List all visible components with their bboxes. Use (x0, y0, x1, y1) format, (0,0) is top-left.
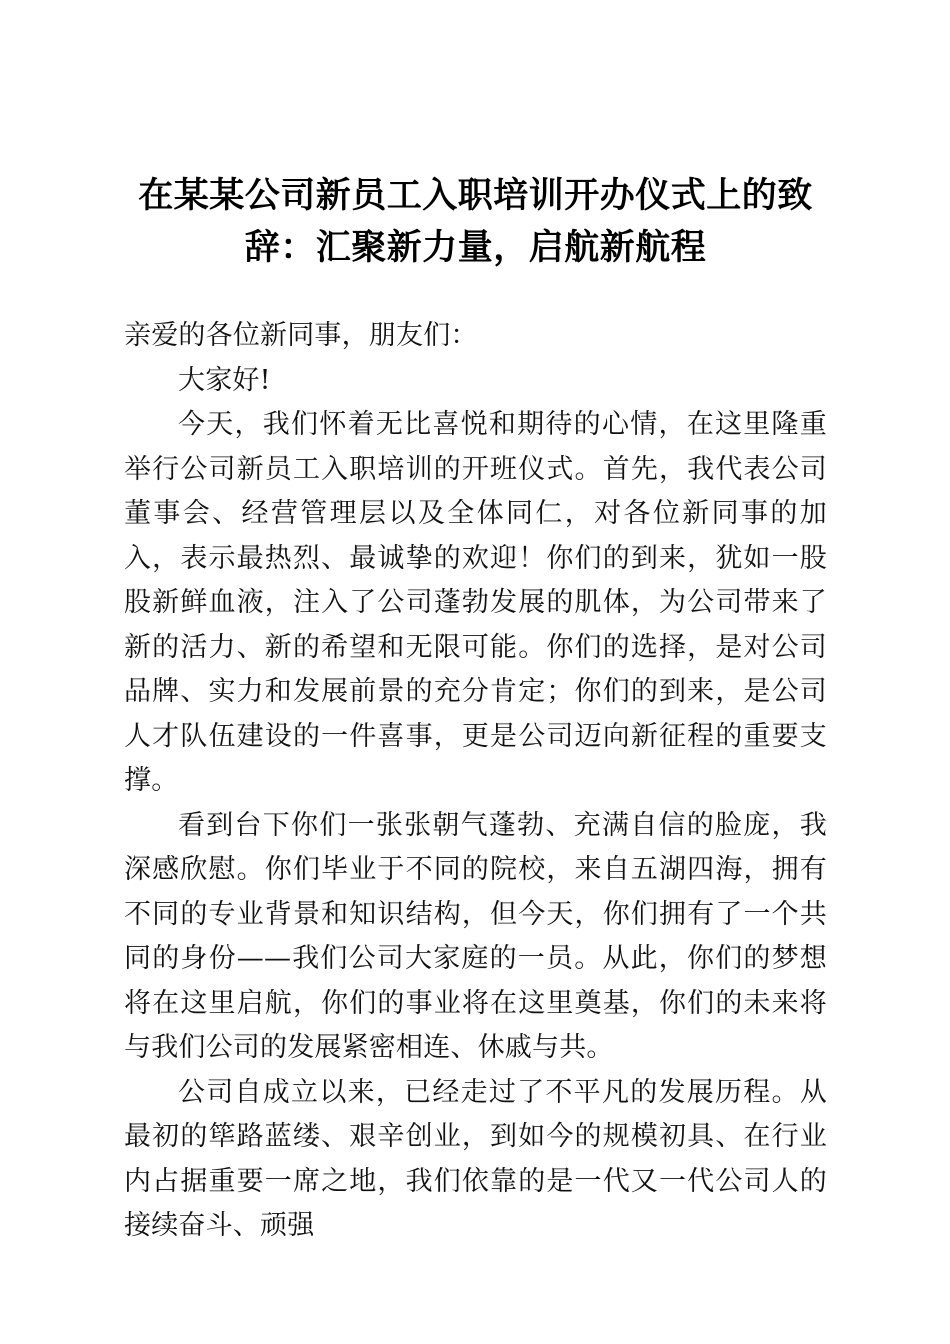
greeting-line: 大家好! (178, 364, 271, 396)
paragraph-3: 公司自成立以来，已经走过了不平凡的发展历程。从最初的筚路蓝缕、艰辛创业，到如今的规模初具、在行业内占据重要一席之地，我们依靠的是一代又一代公司人的接续奋斗、顽强 (124, 1076, 827, 1241)
paragraph-1: 今天，我们怀着无比喜悦和期待的心情，在这里隆重举行公司新员工入职培训的开班仪式。首先，我代表公司董事会、经营管理层以及全体同仁，对各位新同事的加入，表示最热烈、最诚挚的欢迎！你们的到来，犹如一股股新鲜血液，注入了公司蓬勃发展的肌体，为公司带来了新的活力、新的希望和无限可能。你们的选择，是对公司品牌、实力和发展前景的充分肯定；你们的到来，是公司人才队伍建设的一件喜事，更是公司迈向新征程的重要支撑。 (124, 409, 827, 796)
salutation-line: 亲爱的各位新同事，朋友们： (124, 320, 478, 351)
paragraph-2: 看到台下你们一张张朝气蓬勃、充满自信的脸庞，我深感欣慰。你们毕业于不同的院校，来自五湖四海，拥有不同的专业背景和知识结构，但今天，你们拥有了一个共同的身份——我们公司大家庭的一员。从此，你们的梦想将在这里启航，你们的事业将在这里奠基，你们的未来将与我们公司的发展紧密相连、休戚与共。 (124, 809, 827, 1063)
document-body (124, 314, 827, 1249)
document-content (124, 0, 827, 1249)
page-title: 在某某公司新员工入职培训开办仪式上的致辞：汇聚新力量，启航新航程 (138, 176, 813, 267)
